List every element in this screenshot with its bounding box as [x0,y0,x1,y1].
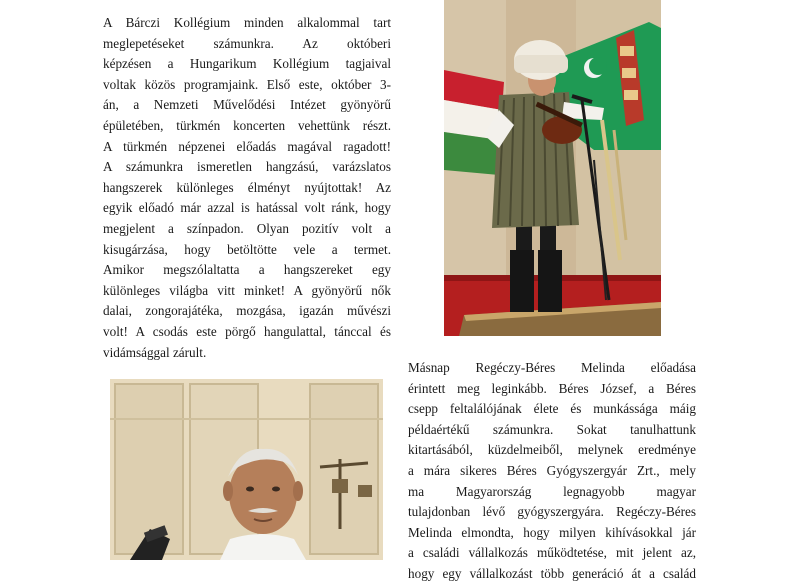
text-line: példaértékű számunkra. Sokat tanulhattunk [408,421,696,437]
text-line: vidámsággal zárult. [103,344,207,360]
text-line: tulajdonban lévő gyógyszergyára. Regéczy-Béres [408,504,696,520]
text-line: meglepetéseket számunkra. Az októberi [103,35,391,51]
performer-photo [444,0,661,336]
portrait-photo [110,379,383,560]
text-line: a családi vállalkozás működtetése, mit jelent az, [408,545,696,561]
text-line: érintett meg leginkább. Béres József, a Béres [408,380,696,396]
text-line: épületében, türkmén koncerten vehettünk részt. [103,117,391,133]
text-line: megjelent a színpadon. Olyan pozitív volt a [103,220,391,236]
performer-illustration [444,0,661,336]
text-line: án, a Nemzeti Művelődési Intézet gyönyörű [103,97,391,113]
portrait-illustration [110,379,383,560]
text-line: egyik előadó már azzal is hatással volt ránk, hogy [103,200,391,216]
article-paragraph-2 [408,358,696,585]
text-line: Melinda elmondta, hogy milyen kihívásokkal jár [408,524,696,540]
text-line: Másnap Regéczy-Béres Melinda előadása [408,360,696,375]
text-line: A számunkra ismeretlen hangzású, varázslatos [103,159,391,175]
text-line: dalai, zongorajátéka, mozgása, igazán művészi [103,303,391,319]
text-line: csepp feltalálójának élete és munkássága máig [408,401,696,417]
text-line: A türkmén népzenei előadás magával ragadott! [103,138,391,154]
text-line: volt! A csodás este pörgő hangulattal, tánccal és [103,323,391,339]
text-line: a mára sikeres Béres Gyógyszergyár Zrt., mely [408,462,696,478]
article-paragraph-1 [103,13,391,363]
text-line: hangszerek különleges élményt nyújtottak! Az [103,179,391,195]
text-line: különleges világba vitt minket! A gyönyörű nők [103,282,391,298]
text-line: Amikor megszólaltatta a hangszereket egy [103,262,391,278]
text-line: képzésen a Hungarikum Kollégium tagjaival [103,56,391,72]
text-line: ma Magyarország legnagyobb magyar [408,483,696,499]
text-line: kisugárzása, hogy betöltötte vele a termet. [103,241,391,257]
text-line: A Bárczi Kollégium minden alkalommal tart [103,15,391,30]
text-line: kitartásából, küzdelmeiből, melynek eredménye [408,442,696,458]
text-line: voltak közös programjaink. Első este, október 3- [103,76,391,92]
text-line: hogy egy vállalkozást több generáció át a család [408,565,696,581]
